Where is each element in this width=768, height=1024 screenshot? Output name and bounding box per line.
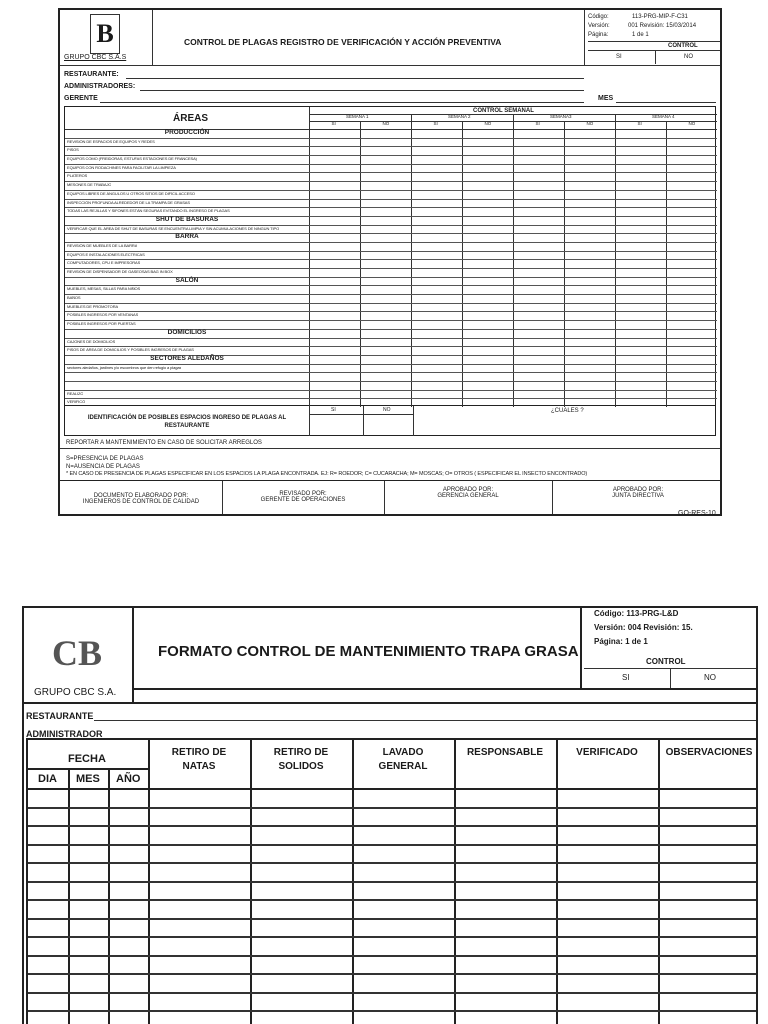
grid-line [65,190,717,191]
grid-line [65,372,717,373]
week-si-header: SI [331,121,336,126]
area-row-label: sectores aledaños, jardines y/o escombros que den refugio a plagas [67,365,182,370]
form-title: CONTROL DE PLAGAS REGISTRO DE VERIFICACIÓN Y ACCIÓN PREVENTIVA [184,37,502,47]
identificacion-row [64,406,716,436]
identificacion-si: SI [331,407,336,413]
grid-line [65,207,717,208]
areas-table [64,106,716,406]
column-header: VERIFICADO [576,747,638,758]
grid-line [65,199,717,200]
administrador-label: ADMINISTRADOR [26,729,103,739]
company-name: GRUPO CBC S.A.S [64,54,127,61]
grid-line [65,346,717,347]
grid-line [65,164,717,165]
company-logo [90,14,120,54]
company-name: GRUPO CBC S.A. [34,687,117,698]
footer-title: REVISADO POR: [279,491,327,497]
area-row-label: VERIFICAR QUE EL ÁREA DE SHUT DE BASURAS SE ENCUENTRA LIMPIA Y SIN ACUMULACIONES DE NINGÚN TIPO [67,226,280,231]
mes-line[interactable] [616,102,716,103]
column-header: LAVADO [382,747,424,758]
mes-header: MES [76,773,100,785]
restaurante-label: RESTAURANTE [26,711,94,721]
grid-line [65,364,717,365]
grid-line [65,311,717,312]
pest-control-form [58,8,722,516]
areas-header: ÁREAS [173,113,209,124]
grid-line [65,285,717,286]
area-row-label: TODAS LAS REJILLAS Y SIFONES ESTÁN SEGURAS EVITANDO EL INGRESO DE PLAGAS [67,209,230,214]
document-meta [584,608,758,688]
column-header: RETIRO DE [273,747,329,758]
grid-line [28,862,758,864]
grid-line [65,172,717,173]
grid-line [65,225,717,226]
footer-aprobado-gerencia [384,487,552,499]
section-header: PRODUCCIÓN [164,129,210,136]
divider [584,10,585,65]
week-header: SEMANA 2 [448,114,471,119]
version-value: Versión: 004 Revisión: 15. [594,623,693,632]
section-header: SHUT DE BASURAS [155,215,219,223]
week-header: SEMANA 1 [346,114,369,119]
column-header: RESPONSABLE [466,747,544,758]
grid-line [65,138,717,139]
administradores-line[interactable] [140,90,584,91]
control-si: SI [622,673,630,682]
grid-line [65,181,717,182]
grid-line [65,146,717,147]
section-header: SALÓN [175,276,199,284]
grid-line [309,107,310,407]
footer-title: DOCUMENTO ELABORADO POR: [93,493,189,499]
logo-letter: B [96,19,114,48]
column-header: SOLIDOS [278,761,324,772]
footer-sub: GERENTE DE OPERACIONES [260,497,346,503]
control-no: NO [684,54,693,60]
week-header: SEMANA 4 [652,114,675,119]
grid-line [65,381,717,382]
grid-line [65,390,717,391]
column-header: OBSERVACIONES [665,747,753,758]
dia-header: DIA [38,773,57,785]
footer-title: APROBADO POR: [442,487,494,493]
grid-line [28,768,148,770]
week-no-header: NO [586,121,594,126]
fecha-header: FECHA [68,753,106,765]
area-row-label: MESONES DE TRABAJO [67,183,112,188]
identificacion-label: IDENTIFICACIÓN DE POSIBLES ESPACIOS INGRESO DE PLAGAS AL RESTAURANTE [87,415,287,429]
area-row-label: MUEBLES DE PROMOTORA [67,304,119,309]
area-row-label: BAÑOS [67,296,81,301]
control-si: SI [616,54,622,60]
week-no-header: NO [688,121,696,126]
restaurante-line[interactable] [126,78,584,79]
area-row-label: POSIBLES INGRESOS POR PUERTAS [67,322,136,327]
codigo-label: Código: [588,14,609,20]
area-row-label: POSIBLES INGRESOS POR VENTANAS [67,313,139,318]
form-title: FORMATO CONTROL DE MANTENIMIENTO TRAPA GRASA [158,643,579,660]
pagina-value: Página: 1 de 1 [594,637,648,646]
grid-line [28,955,758,957]
restaurante-line[interactable] [94,720,758,721]
area-row-label: REVISIÓN DE MUEBLES DE LA BARRA [67,243,138,248]
grid-line [65,155,717,156]
company-logo [46,626,108,680]
area-row-label: EQUIPOS CON RODACHINES PARA FACILITAR LA LIMPIEZA [67,165,176,170]
area-row-label: INSPECCIÓN PROFUNDA ALREDEDOR DE LA TRAMPA DE GRASAS [67,200,190,205]
area-row-label: COMPUTADORES, CPU E IMPRESORAS [67,261,141,266]
area-row-label: EQUIPOS E INSTALACIONES ELÉCTRICAS [67,252,145,257]
footer-sub: INGENIEROS DE CONTROL DE CALIDAD [82,499,200,505]
maintenance-table [26,738,758,1024]
legend-n: N=AUSENCIA DE PLAGAS [66,464,140,470]
grid-line [65,303,717,304]
grid-line [28,992,758,994]
cuales-label: ¿CUALES ? [551,408,584,414]
footer-elaborado [60,493,222,505]
section-header: DOMICILIOS [167,328,207,336]
grid-line [28,973,758,975]
grid-line [28,881,758,883]
footer-sub: JUNTA DIRECTIVA [612,493,664,499]
grid-line [28,844,758,846]
area-row-label: VERIFICÓ [67,400,86,405]
area-row-label: REVISIÓN DE ESPACIOS DE EQUIPOS Y REDES [67,139,155,144]
grid-line [65,338,717,339]
week-si-header: SI [433,121,438,126]
grid-line [28,788,758,790]
gerente-line[interactable] [100,102,584,103]
mes-label: MES [598,95,614,102]
week-si-header: SI [637,121,642,126]
grease-trap-form [22,606,758,1024]
grid-line [65,242,717,243]
document-meta [588,14,722,64]
grid-line [28,918,758,920]
pagina-label: Página: [588,32,609,38]
doc-code: GO-RES-10 [678,510,716,517]
control-no: NO [704,673,716,682]
grid-line [65,268,717,269]
signature-footer [60,480,722,516]
column-header: RETIRO DE [171,747,227,758]
codigo-value: Código: 113-PRG-L&D [594,609,679,618]
grid-line [28,825,758,827]
control-label: CONTROL [646,657,686,666]
legend-note: * EN CASO DE PRESENCIA DE PLAGAS ESPECIFICAR EN LOS ESPACIOS LA PLAGA ENCONTRADA. EJ: R= ROEDOR; C= CUCARACHA; M= MOSCAS; O= OTROS ( ESPECIFICAR EL INSECTO ENCONTRADO) [66,471,588,477]
area-row-label: MUEBLES, MESAS, SILLAS PARA NIÑOS [67,287,141,292]
area-row-label: CAJONES DE DOMICILIOS [67,339,116,344]
grid-line [28,1010,758,1012]
identificacion-no: NO [383,407,391,413]
grid-line [65,398,717,399]
grid-line [65,294,717,295]
week-no-header: NO [382,121,390,126]
section-header: SECTORES ALEDAÑOS [150,354,224,362]
restaurante-label: RESTAURANTE: [64,71,119,78]
grid-line [65,320,717,321]
week-header: SEMANA3 [550,114,572,119]
week-si-header: SI [535,121,540,126]
week-no-header: NO [484,121,492,126]
administradores-label: ADMINISTRADORES: [64,83,136,90]
codigo-value: 113-PRG-MIP-F-C31 [632,14,688,20]
column-header: NATAS [182,761,216,772]
version-label: Versión: [588,23,610,29]
pagina-value: 1 de 1 [632,32,649,38]
anio-header: AÑO [116,773,141,785]
grid-line [28,899,758,901]
gerente-label: GERENTE [64,95,98,102]
area-row-label: PISOS [67,148,79,153]
footer-aprobado-junta [552,487,722,499]
column-header: GENERAL [378,761,428,772]
grid-line [65,259,717,260]
reportar-label: REPORTAR A MANTENIMIENTO EN CASO DE SOLICITAR ARREGLOS [66,440,262,446]
area-row-label: PLATEROS [67,174,88,179]
control-label: CONTROL [668,43,698,49]
area-row-label: REALIZÓ [67,391,84,396]
logo-text: CB [51,633,102,673]
footer-sub: GERENCIA GENERAL [437,493,499,499]
grid-line [28,807,758,809]
control-semanal-header: CONTROL SEMANAL [473,108,534,114]
section-header: BARRA [175,233,199,241]
grid-line [28,936,758,938]
footer-title: APROBADO POR: [612,487,664,493]
area-row-label: REVISIÓN DE DISPENSADOR DE GASEOSAS BAG IN BOX [67,270,173,274]
footer-revisado [222,491,384,503]
area-row-label: EQUIPOS COMO (FREIDORAS, ESTUFAS ESTACIONES DE FRANCESA) [67,157,197,162]
area-row-label: EQUIPOS LIBRES DE ÁNGULOS U OTROS SITIOS DE DIFÍCIL ACCESO [67,191,195,196]
divider [152,10,153,65]
area-row-label: PISOS DE ÁREA DE DOMICILIOS Y POSIBLES INGRESOS DE PLAGAS [67,348,194,353]
legend-s: S=PRESENCIA DE PLAGAS [66,456,144,462]
grid-line [65,251,717,252]
version-value: 001 Revisión: 15/03/2014 [628,23,697,29]
